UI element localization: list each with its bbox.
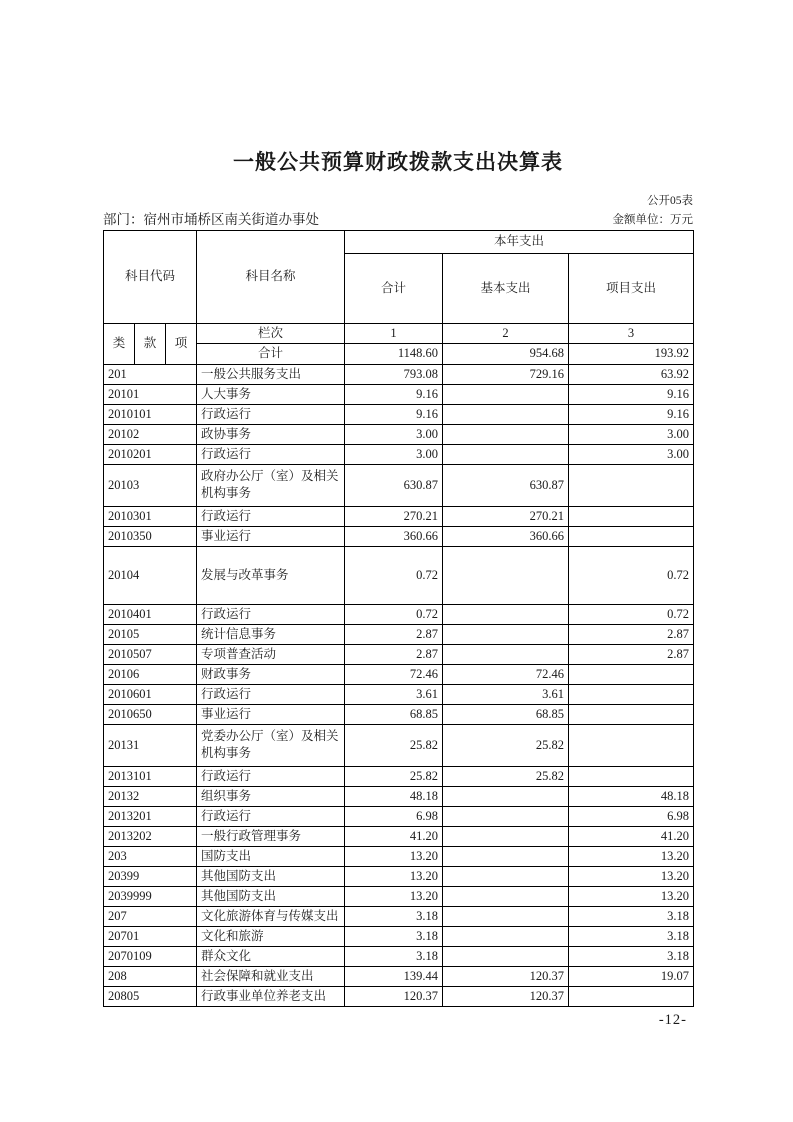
amount-basic-cell: 25.82 xyxy=(443,724,569,766)
amount-project-cell: 13.20 xyxy=(569,866,694,886)
amount-basic-cell xyxy=(443,644,569,664)
subject-code-cell: 2010350 xyxy=(104,526,197,546)
grand-total-basic: 954.68 xyxy=(443,343,569,364)
subject-code-cell: 20399 xyxy=(104,866,197,886)
table-row xyxy=(104,464,694,506)
amount-total-cell: 360.66 xyxy=(345,526,443,546)
subject-name-cell: 行政运行 xyxy=(197,806,345,826)
subject-name-cell: 一般公共服务支出 xyxy=(197,364,345,384)
subject-code-cell: 2010507 xyxy=(104,644,197,664)
amount-project-cell: 13.20 xyxy=(569,886,694,906)
table-row xyxy=(104,604,694,624)
subject-code-cell: 20701 xyxy=(104,926,197,946)
subject-name-cell: 行政运行 xyxy=(197,766,345,786)
subject-code-cell: 2013202 xyxy=(104,826,197,846)
amount-basic-cell xyxy=(443,624,569,644)
amount-basic-cell xyxy=(443,826,569,846)
amount-project-cell xyxy=(569,684,694,704)
current-year-header: 本年支出 xyxy=(345,230,694,253)
amount-total-cell: 3.18 xyxy=(345,946,443,966)
amount-basic-cell xyxy=(443,806,569,826)
subject-code-header: 科目代码 xyxy=(104,230,197,323)
table-row xyxy=(104,644,694,664)
subject-name-cell: 行政事业单位养老支出 xyxy=(197,986,345,1006)
subject-name-cell: 行政运行 xyxy=(197,684,345,704)
subject-name-cell: 国防支出 xyxy=(197,846,345,866)
unit-label: 金额单位：万元 xyxy=(612,213,693,226)
amount-basic-cell xyxy=(443,444,569,464)
document-content xyxy=(103,146,693,1029)
amount-project-cell: 6.98 xyxy=(569,806,694,826)
item-header: 项 xyxy=(166,323,197,364)
table-row xyxy=(104,846,694,866)
amount-basic-cell xyxy=(443,384,569,404)
table-row xyxy=(104,506,694,526)
amount-total-cell: 72.46 xyxy=(345,664,443,684)
subject-name-cell: 专项普查活动 xyxy=(197,644,345,664)
amount-total-cell: 2.87 xyxy=(345,644,443,664)
subject-code-cell: 2013201 xyxy=(104,806,197,826)
column-index-3: 3 xyxy=(569,323,694,343)
amount-total-cell: 630.87 xyxy=(345,464,443,506)
amount-basic-cell: 25.82 xyxy=(443,766,569,786)
form-number: 公开05表 xyxy=(647,195,693,207)
subject-code-cell: 20131 xyxy=(104,724,197,766)
total-column-header: 合计 xyxy=(345,253,443,323)
subject-name-cell: 行政运行 xyxy=(197,604,345,624)
amount-project-cell xyxy=(569,986,694,1006)
table-row xyxy=(104,766,694,786)
amount-basic-cell xyxy=(443,546,569,604)
table-row xyxy=(104,444,694,464)
amount-total-cell: 9.16 xyxy=(345,384,443,404)
table-row xyxy=(104,786,694,806)
amount-total-cell: 68.85 xyxy=(345,704,443,724)
amount-total-cell: 120.37 xyxy=(345,986,443,1006)
amount-project-cell: 2.87 xyxy=(569,624,694,644)
amount-project-cell: 19.07 xyxy=(569,966,694,986)
subject-code-cell: 20104 xyxy=(104,546,197,604)
amount-basic-cell xyxy=(443,946,569,966)
subject-name-cell: 事业运行 xyxy=(197,526,345,546)
amount-project-cell: 63.92 xyxy=(569,364,694,384)
department-label: 部门：宿州市埇桥区南关街道办事处 xyxy=(103,211,319,227)
amount-basic-cell xyxy=(443,424,569,444)
amount-project-cell: 9.16 xyxy=(569,384,694,404)
subject-name-cell: 组织事务 xyxy=(197,786,345,806)
subject-name-cell: 一般行政管理事务 xyxy=(197,826,345,846)
amount-total-cell: 3.61 xyxy=(345,684,443,704)
subject-code-cell: 20105 xyxy=(104,624,197,644)
project-expenditure-header: 项目支出 xyxy=(569,253,694,323)
table-body xyxy=(104,364,694,1006)
page-title: 一般公共预算财政拨款支出决算表 xyxy=(233,150,563,174)
subject-code-cell: 2070109 xyxy=(104,946,197,966)
amount-project-cell xyxy=(569,464,694,506)
table-row xyxy=(104,684,694,704)
subject-code-cell: 20805 xyxy=(104,986,197,1006)
amount-total-cell: 41.20 xyxy=(345,826,443,846)
amount-basic-cell xyxy=(443,846,569,866)
subject-name-header: 科目名称 xyxy=(197,230,345,323)
grand-total-label: 合计 xyxy=(197,343,345,364)
amount-project-cell: 3.18 xyxy=(569,926,694,946)
amount-project-cell xyxy=(569,506,694,526)
table-row xyxy=(104,664,694,684)
subject-name-cell: 人大事务 xyxy=(197,384,345,404)
amount-total-cell: 3.18 xyxy=(345,926,443,946)
table-row xyxy=(104,404,694,424)
subject-code-cell: 2010101 xyxy=(104,404,197,424)
amount-project-cell xyxy=(569,704,694,724)
amount-total-cell: 25.82 xyxy=(345,724,443,766)
subject-name-cell: 统计信息事务 xyxy=(197,624,345,644)
amount-basic-cell xyxy=(443,886,569,906)
table-row xyxy=(104,724,694,766)
amount-project-cell xyxy=(569,766,694,786)
amount-total-cell: 0.72 xyxy=(345,604,443,624)
grand-total-project: 193.92 xyxy=(569,343,694,364)
amount-project-cell: 9.16 xyxy=(569,404,694,424)
page-number: -12- xyxy=(658,1011,687,1028)
subject-name-cell: 群众文化 xyxy=(197,946,345,966)
amount-basic-cell: 120.37 xyxy=(443,966,569,986)
column-index-label: 栏次 xyxy=(197,323,345,343)
subject-code-cell: 2010650 xyxy=(104,704,197,724)
amount-total-cell: 48.18 xyxy=(345,786,443,806)
amount-project-cell xyxy=(569,724,694,766)
subject-code-cell: 201 xyxy=(104,364,197,384)
amount-total-cell: 13.20 xyxy=(345,846,443,866)
table-row xyxy=(104,384,694,404)
subject-code-cell: 2010401 xyxy=(104,604,197,624)
amount-basic-cell xyxy=(443,404,569,424)
amount-basic-cell: 270.21 xyxy=(443,506,569,526)
table-row xyxy=(104,364,694,384)
subject-code-cell: 20101 xyxy=(104,384,197,404)
amount-basic-cell: 3.61 xyxy=(443,684,569,704)
amount-basic-cell xyxy=(443,604,569,624)
amount-project-cell: 3.00 xyxy=(569,424,694,444)
subject-name-cell: 政协事务 xyxy=(197,424,345,444)
header-row-1 xyxy=(104,230,694,253)
amount-basic-cell: 360.66 xyxy=(443,526,569,546)
amount-basic-cell xyxy=(443,906,569,926)
subject-code-cell: 2010601 xyxy=(104,684,197,704)
column-index-2: 2 xyxy=(443,323,569,343)
amount-total-cell: 13.20 xyxy=(345,886,443,906)
table-row xyxy=(104,806,694,826)
amount-total-cell: 2.87 xyxy=(345,624,443,644)
amount-total-cell: 793.08 xyxy=(345,364,443,384)
amount-total-cell: 13.20 xyxy=(345,866,443,886)
section-header: 款 xyxy=(135,323,166,364)
amount-basic-cell: 729.16 xyxy=(443,364,569,384)
subject-code-cell: 207 xyxy=(104,906,197,926)
table-row xyxy=(104,886,694,906)
subject-code-cell: 2013101 xyxy=(104,766,197,786)
amount-basic-cell xyxy=(443,786,569,806)
amount-project-cell: 3.00 xyxy=(569,444,694,464)
amount-total-cell: 3.00 xyxy=(345,444,443,464)
subject-code-cell: 20102 xyxy=(104,424,197,444)
amount-total-cell: 0.72 xyxy=(345,546,443,604)
amount-total-cell: 3.00 xyxy=(345,424,443,444)
basic-expenditure-header: 基本支出 xyxy=(443,253,569,323)
amount-basic-cell xyxy=(443,926,569,946)
table-row xyxy=(104,926,694,946)
amount-project-cell: 0.72 xyxy=(569,546,694,604)
table-row xyxy=(104,946,694,966)
subject-name-cell: 文化旅游体育与传媒支出 xyxy=(197,906,345,926)
subject-name-cell: 社会保障和就业支出 xyxy=(197,966,345,986)
amount-project-cell: 3.18 xyxy=(569,946,694,966)
subject-name-cell: 其他国防支出 xyxy=(197,866,345,886)
table-row xyxy=(104,424,694,444)
amount-basic-cell: 630.87 xyxy=(443,464,569,506)
table-row xyxy=(104,826,694,846)
amount-total-cell: 25.82 xyxy=(345,766,443,786)
subject-name-cell: 文化和旅游 xyxy=(197,926,345,946)
amount-total-cell: 3.18 xyxy=(345,906,443,926)
header-row-3 xyxy=(104,323,694,343)
subject-code-cell: 20132 xyxy=(104,786,197,806)
amount-total-cell: 139.44 xyxy=(345,966,443,986)
amount-project-cell: 48.18 xyxy=(569,786,694,806)
table-row xyxy=(104,624,694,644)
amount-basic-cell xyxy=(443,866,569,886)
amount-project-cell: 3.18 xyxy=(569,906,694,926)
amount-project-cell: 13.20 xyxy=(569,846,694,866)
subject-code-cell: 2010301 xyxy=(104,506,197,526)
table-row xyxy=(104,866,694,886)
subject-code-cell: 2010201 xyxy=(104,444,197,464)
subject-code-cell: 208 xyxy=(104,966,197,986)
class-header: 类 xyxy=(104,323,135,364)
subject-name-cell: 政府办公厅（室）及相关机构事务 xyxy=(197,464,345,506)
column-index-1: 1 xyxy=(345,323,443,343)
amount-total-cell: 6.98 xyxy=(345,806,443,826)
subject-code-cell: 2039999 xyxy=(104,886,197,906)
amount-project-cell: 41.20 xyxy=(569,826,694,846)
amount-project-cell: 0.72 xyxy=(569,604,694,624)
subject-name-cell: 事业运行 xyxy=(197,704,345,724)
subject-name-cell: 行政运行 xyxy=(197,506,345,526)
amount-project-cell: 2.87 xyxy=(569,644,694,664)
amount-basic-cell: 68.85 xyxy=(443,704,569,724)
meta-line xyxy=(103,212,693,228)
table-row xyxy=(104,526,694,546)
subject-name-cell: 党委办公厅（室）及相关机构事务 xyxy=(197,724,345,766)
amount-basic-cell: 120.37 xyxy=(443,986,569,1006)
subject-name-cell: 财政事务 xyxy=(197,664,345,684)
subject-name-cell: 发展与改革事务 xyxy=(197,546,345,604)
subject-name-cell: 行政运行 xyxy=(197,404,345,424)
subject-name-cell: 其他国防支出 xyxy=(197,886,345,906)
subject-code-cell: 20106 xyxy=(104,664,197,684)
table-row xyxy=(104,546,694,604)
table-row xyxy=(104,704,694,724)
amount-total-cell: 270.21 xyxy=(345,506,443,526)
table-row xyxy=(104,906,694,926)
amount-total-cell: 9.16 xyxy=(345,404,443,424)
amount-project-cell xyxy=(569,526,694,546)
subject-name-cell: 行政运行 xyxy=(197,444,345,464)
grand-total-total: 1148.60 xyxy=(345,343,443,364)
amount-project-cell xyxy=(569,664,694,684)
amount-basic-cell: 72.46 xyxy=(443,664,569,684)
subject-code-cell: 20103 xyxy=(104,464,197,506)
table-row xyxy=(104,966,694,986)
subject-code-cell: 203 xyxy=(104,846,197,866)
table-row xyxy=(104,986,694,1006)
budget-table xyxy=(103,230,694,1007)
